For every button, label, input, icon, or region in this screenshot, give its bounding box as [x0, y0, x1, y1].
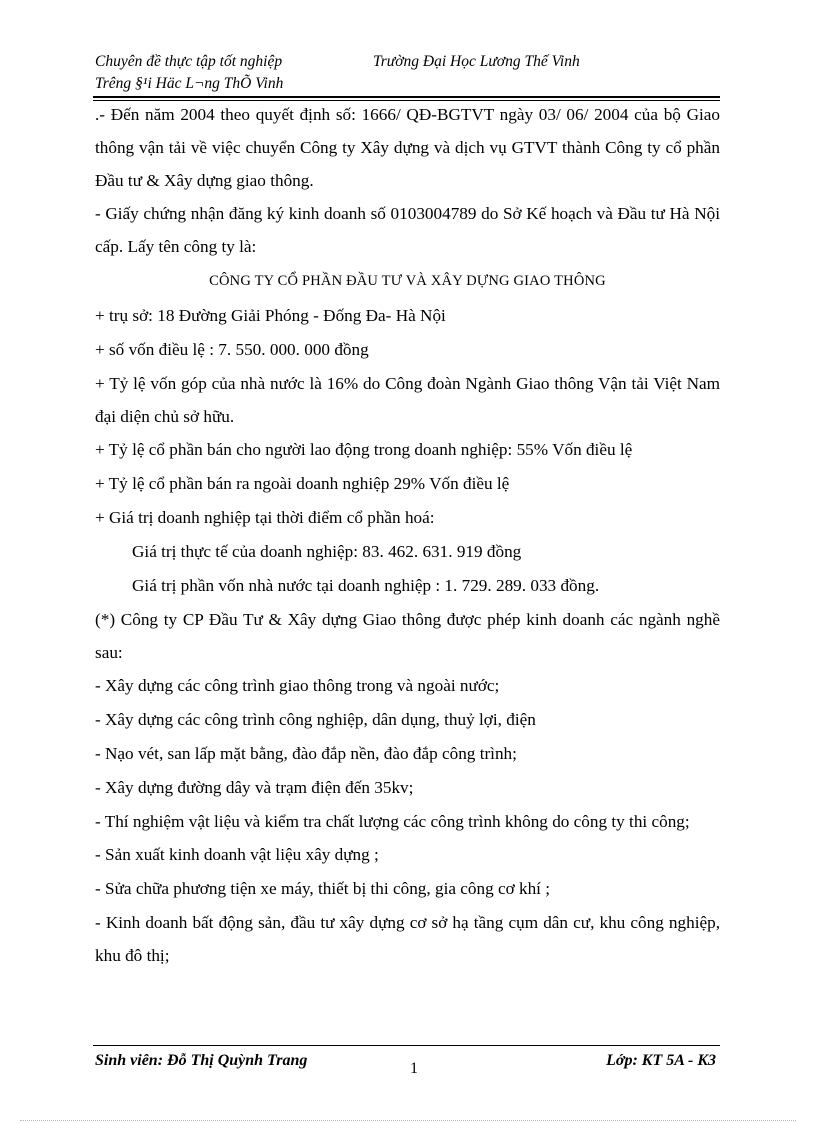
paragraph-actual-value: Giá trị thực tế của doanh nghiệp: 83. 462. 631. 919 đồng — [132, 542, 522, 561]
company-name: CÔNG TY CỔ PHẦN ĐẦU TƯ VÀ XÂY DỰNG GIAO THÔNG — [209, 273, 606, 289]
page-footer — [95, 1050, 720, 1080]
list-item: - Kinh doanh bất động sản, đầu tư xây dựng cơ sở hạ tầng cụm dân cư, khu công nghiệp, khu đô thị; — [95, 913, 720, 965]
paragraph-outside-share: + Tỷ lệ cổ phần bán ra ngoài doanh nghiệp 29% Vốn điều lệ — [95, 474, 510, 493]
list-item: - Nạo vét, san lấp mặt bằng, đào đắp nền, đào đắp công trình; — [95, 744, 517, 763]
list-item: - Sửa chữa phương tiện xe máy, thiết bị thi công, gia công cơ khí ; — [95, 879, 551, 898]
list-item: - Xây dựng đường dây và trạm điện đến 35kv; — [95, 778, 414, 797]
list-item: - Xây dựng các công trình công nghiệp, dân dụng, thuỷ lợi, điện — [95, 710, 536, 729]
paragraph-charter-capital: + số vốn điều lệ : 7. 550. 000. 000 đồng — [95, 340, 369, 359]
header-thesis-title: Chuyên đề thực tập tốt nghiệp — [95, 53, 283, 70]
page-bottom-border — [20, 1120, 796, 1121]
page-header — [95, 52, 720, 96]
list-item: - Thí nghiệm vật liệu và kiểm tra chất lượng các công trình không do công ty thi công; — [95, 812, 690, 831]
document-body — [95, 98, 720, 972]
list-item: - Xây dựng các công trình giao thông trong và ngoài nước; — [95, 676, 500, 695]
paragraph-state-capital-value: Giá trị phần vốn nhà nước tại doanh nghiệp : 1. 729. 289. 033 đồng. — [132, 576, 600, 595]
header-university-legacy: Trêng §¹i Häc L¬ng ThÕ Vinh — [95, 75, 284, 92]
footer-rule — [93, 1045, 720, 1046]
paragraph-decision: .- Đến năm 2004 theo quyết định số: 1666/ QĐ-BGTVT ngày 03/ 06/ 2004 của bộ Giao thông vận tải về việc chuyển Công ty Xây dựng và dịch vụ GTVT thành Công ty cổ phần Đầu tư & Xây dựng giao thông. — [95, 105, 720, 190]
paragraph-employee-share: + Tỷ lệ cổ phần bán cho người lao động trong doanh nghiệp: 55% Vốn điều lệ — [95, 440, 633, 459]
footer-student-name: Sinh viên: Đỗ Thị Quỳnh Trang — [95, 1052, 308, 1069]
paragraph-business-lines-intro: (*) Công ty CP Đầu Tư & Xây dựng Giao thông được phép kinh doanh các ngành nghề sau: — [95, 610, 720, 662]
paragraph-business-license: - Giấy chứng nhận đăng ký kinh doanh số 0103004789 do Sở Kế hoạch và Đầu tư Hà Nội cấp. Lấy tên công ty là: — [95, 204, 720, 256]
paragraph-state-share: + Tỷ lệ vốn góp của nhà nước là 16% do Công đoàn Ngành Giao thông Vận tải Việt Nam đại diện chủ sở hữu. — [95, 374, 720, 426]
paragraph-enterprise-value: + Giá trị doanh nghiệp tại thời điểm cổ phần hoá: — [95, 508, 435, 527]
footer-class: Lớp: KT 5A - K3 — [606, 1052, 716, 1069]
list-item: - Sản xuất kinh doanh vật liệu xây dựng ; — [95, 845, 379, 864]
header-university: Trường Đại Học Lương Thế Vinh — [373, 53, 580, 70]
page-number: 1 — [410, 1060, 418, 1077]
paragraph-headquarters: + trụ sở: 18 Đường Giải Phóng - Đống Đa- Hà Nội — [95, 306, 446, 325]
